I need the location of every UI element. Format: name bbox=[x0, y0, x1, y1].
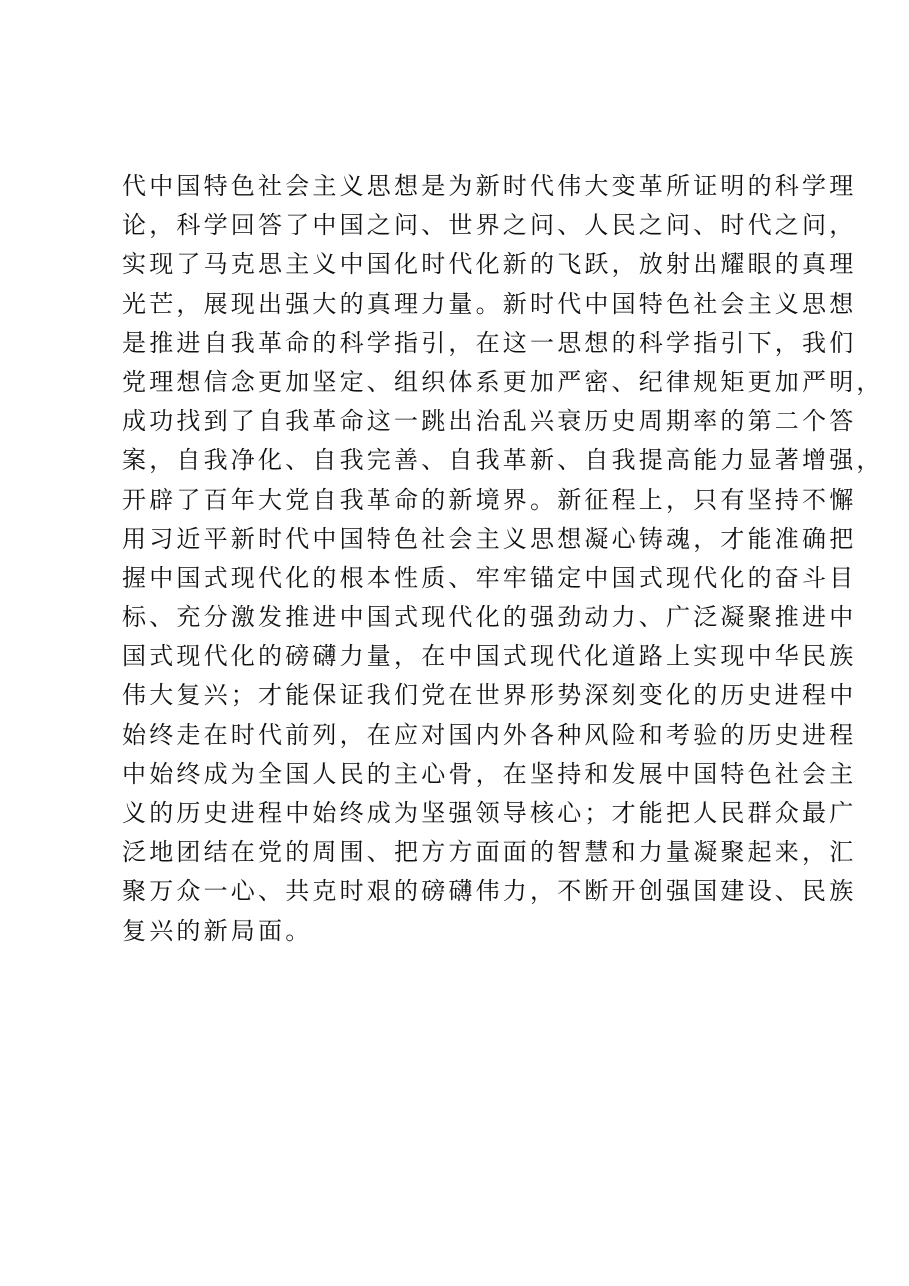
text-line-4: 光芒，展现出强大的真理力量。新时代中国特色社会主义思想 bbox=[122, 289, 857, 318]
text-line-5: 是推进自我革命的科学指引，在这一思想的科学指引下，我们 bbox=[122, 328, 857, 357]
text-line-20: 复兴的新局面。 bbox=[122, 916, 313, 945]
text-line-17: 义的历史进程中始终成为坚强领导核心；才能把人民群众最广 bbox=[122, 799, 857, 827]
text-line-7: 成功找到了自我革命这一跳出治乱兴衰历史周期率的第二个答 bbox=[122, 407, 857, 436]
text-line-6: 党理想信念更加坚定、组织体系更加严密、纪律规矩更加严明， bbox=[122, 367, 884, 396]
text-line-2: 论，科学回答了中国之问、世界之问、人民之问、时代之问， bbox=[122, 211, 857, 240]
text-line-15: 始终走在时代前列，在应对国内外各种风险和考验的历史进程 bbox=[122, 720, 857, 749]
text-line-18: 泛地团结在党的周围、把方方面面的智慧和力量凝聚起来，汇 bbox=[122, 838, 857, 867]
text-line-19: 聚万众一心、共克时艰的磅礴伟力，不断开创强国建设、民族 bbox=[122, 877, 857, 906]
text-line-12: 标、充分激发推进中国式现代化的强劲动力、广泛凝聚推进中 bbox=[122, 603, 857, 632]
text-line-13: 国式现代化的磅礴力量，在中国式现代化道路上实现中华民族 bbox=[122, 642, 857, 671]
text-line-10: 用习近平新时代中国特色社会主义思想凝心铸魂，才能准确把 bbox=[122, 524, 857, 553]
text-line-3: 实现了马克思主义中国化时代化新的飞跃，放射出耀眼的真理 bbox=[122, 250, 857, 279]
text-line-8: 案，自我净化、自我完善、自我革新、自我提高能力显著增强， bbox=[122, 446, 884, 475]
body-paragraph bbox=[122, 167, 884, 951]
text-line-11: 握中国式现代化的根本性质、牢牢锚定中国式现代化的奋斗目 bbox=[122, 563, 857, 592]
text-line-14: 伟大复兴；才能保证我们党在世界形势深刻变化的历史进程中 bbox=[122, 681, 857, 710]
text-line-1: 代中国特色社会主义思想是为新时代伟大变革所证明的科学理 bbox=[122, 172, 857, 200]
text-line-16: 中始终成为全国人民的主心骨，在坚持和发展中国特色社会主 bbox=[122, 759, 857, 788]
text-line-9: 开辟了百年大党自我革命的新境界。新征程上，只有坚持不懈 bbox=[122, 485, 857, 514]
